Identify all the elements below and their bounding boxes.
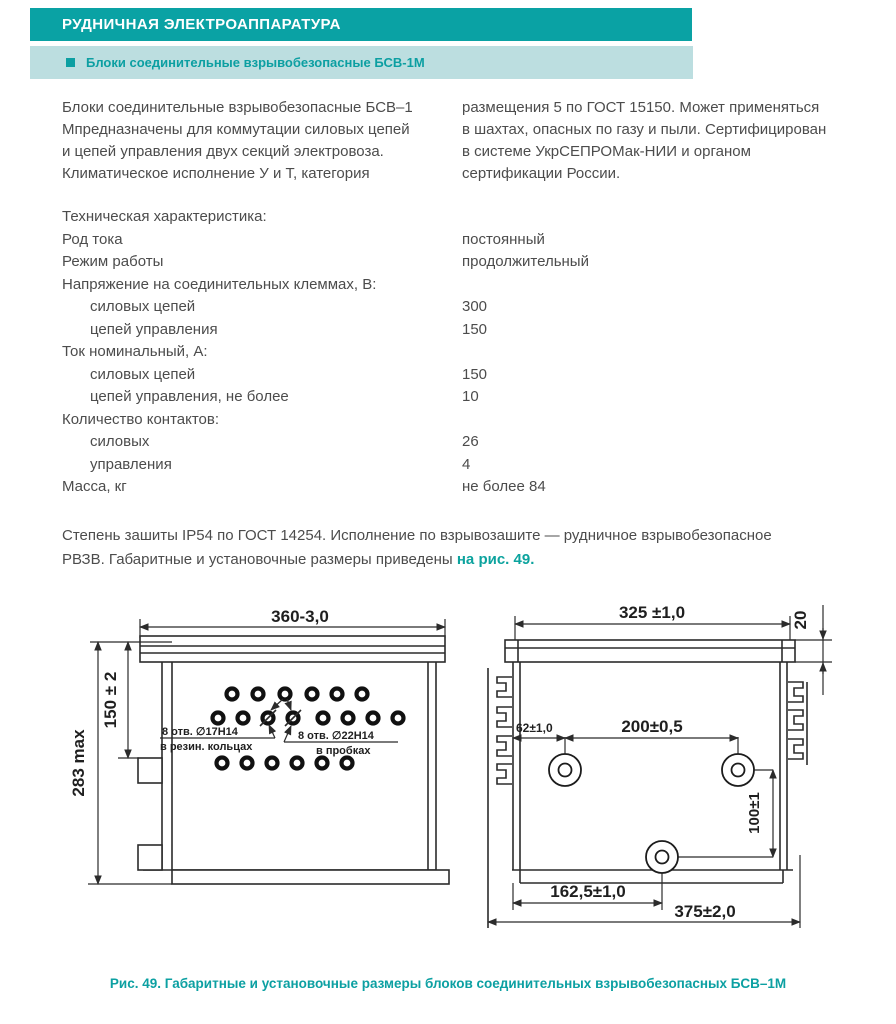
spec-value: 4: [462, 455, 471, 473]
spec-value: 10: [462, 388, 479, 405]
spec-label: Режим работы: [62, 253, 164, 270]
figure-reference-link[interactable]: на рис. 49.: [456, 551, 535, 568]
dim-hole-span-label: 200±0,5: [621, 717, 683, 736]
spec-label: цепей управления: [90, 320, 218, 338]
dim-hole-offset-label: 62±1,0: [516, 721, 553, 735]
table-row: [62, 454, 862, 477]
spec-value: 150: [462, 365, 488, 383]
table-row: [62, 296, 862, 319]
section-header-bar: [30, 8, 692, 41]
dim-max-height-label: 283 max: [69, 729, 88, 797]
spec-value: 26: [462, 433, 479, 450]
intro-column-right: [462, 97, 826, 185]
intro-line: размещения 5 по ГОСТ 15150. Может применяться: [462, 99, 820, 116]
table-row: [62, 229, 862, 252]
spec-value: не более 84: [462, 478, 546, 495]
intro-line: Климатическое исполнение У и Т, категория: [62, 165, 370, 182]
spec-label: Напряжение на соединительных клеммах, В:: [62, 275, 377, 293]
dim-width-top-label: 325 ±1,0: [618, 603, 686, 622]
dim-bottom-offset-label: 162,5±1,0: [550, 882, 626, 901]
spec-value: 150: [462, 320, 488, 338]
holes-label-big: 8 отв. ∅22Н14: [298, 730, 374, 742]
spec-table: [62, 206, 862, 499]
spec-label: цепей управления, не более: [90, 388, 289, 405]
protection-note: [62, 524, 772, 572]
table-row: [62, 386, 862, 409]
table-row: [62, 431, 862, 454]
dim-hole-height-label: 100±1: [746, 792, 763, 834]
spec-label: Количество контактов:: [62, 410, 220, 428]
spec-value: 300: [462, 298, 488, 315]
intro-line: в системе УкрСЕПРОМак-НИИ и органом: [462, 143, 751, 160]
section-header-title: РУДНИЧНАЯ ЭЛЕКТРОАППАРАТУРА: [62, 16, 341, 33]
table-row: [62, 319, 862, 342]
table-row: [62, 476, 862, 499]
spec-label: управления: [90, 455, 172, 473]
spec-label: Род тока: [62, 230, 123, 248]
note-line: Степень зашиты IP54 по ГОСТ 14254. Исполнение по взрывозашите — рудничное взрывобезопасное: [62, 527, 772, 544]
table-row: [62, 341, 862, 364]
spec-label: силовых: [90, 433, 150, 450]
table-row: [62, 251, 862, 274]
holes-label-big-2: в пробках: [316, 745, 371, 757]
square-bullet-icon: [66, 58, 75, 67]
dim-lid-height-label: 150 ± 2: [101, 671, 120, 729]
table-row: [62, 409, 862, 432]
intro-line: и цепей управления двух секций электровоза.: [62, 143, 384, 160]
drawing-side-view: [60, 595, 460, 945]
spec-label: силовых цепей: [90, 298, 196, 315]
holes-label-small-2: в резин. кольцах: [160, 741, 253, 753]
spec-table-title: Техническая характеристика:: [62, 208, 267, 225]
table-row: [62, 274, 862, 297]
spec-label: силовых цепей: [90, 365, 196, 383]
drawing-mounting-view: [460, 590, 896, 940]
intro-line: Мпредназначены для коммутации силовых цепей: [62, 121, 410, 138]
intro-column-left: [62, 97, 413, 185]
product-subheader-bar: [30, 46, 693, 79]
spec-label: Ток номинальный, А:: [62, 343, 208, 360]
intro-line: Блоки соединительные взрывобезопасные БСВ–1: [62, 99, 413, 116]
intro-line: сертификации России.: [462, 165, 621, 182]
dim-lid-label: 20: [791, 610, 810, 630]
note-line: [62, 548, 772, 572]
figure-caption: Рис. 49. Габаритные и установочные размеры блоков соединительных взрывобезопасных БСВ–1М: [109, 976, 787, 991]
holes-label-small: 8 отв. ∅17Н14: [162, 726, 238, 738]
spec-value: постоянный: [462, 230, 545, 248]
dim-width-total-label: 375±2,0: [674, 902, 736, 921]
intro-line: в шахтах, опасных по газу и пыли. Сертифицирован: [462, 121, 827, 138]
table-row: [62, 364, 862, 387]
note-line-prefix: РВЗВ. Габаритные и установочные размеры приведены: [62, 551, 457, 568]
product-subheader-title: Блоки соединительные взрывобезопасные БСВ-1М: [86, 55, 425, 70]
spec-value: продолжительный: [462, 253, 589, 270]
dim-width-label: 360-3,0: [271, 607, 329, 626]
spec-label: Масса, кг: [62, 478, 127, 495]
